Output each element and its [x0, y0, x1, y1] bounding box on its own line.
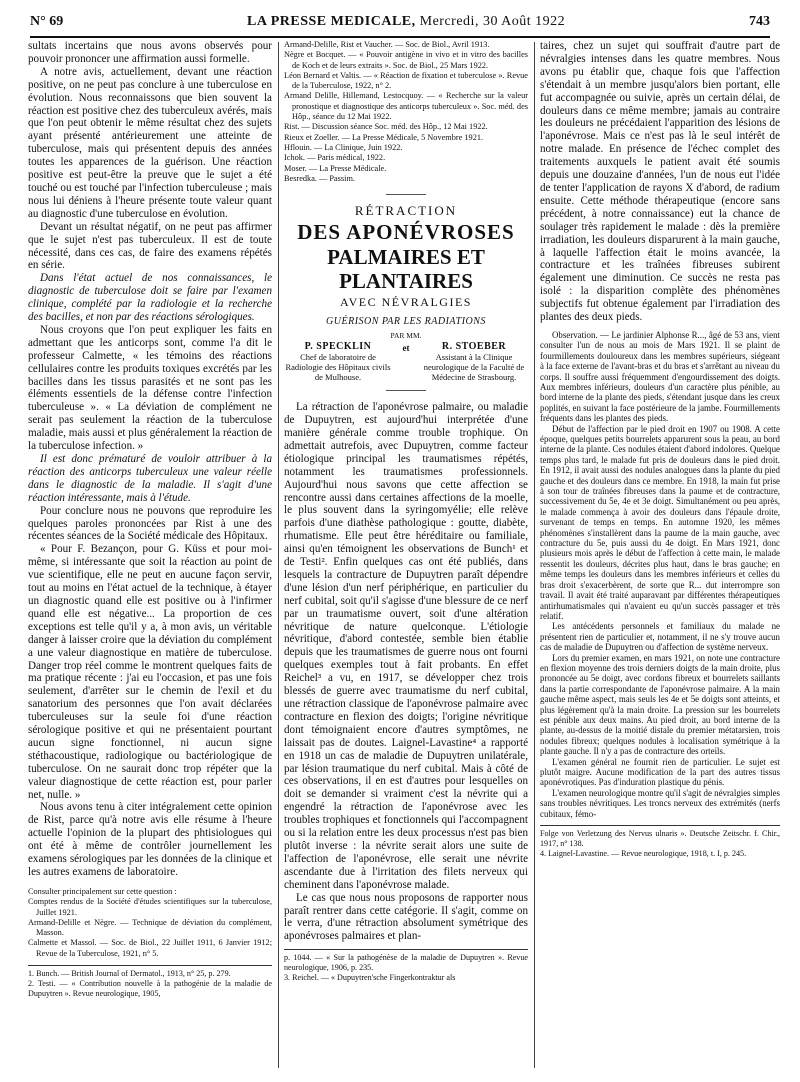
footnote: Folge von Verletzung des Nervus ulnaris ». Deutsche Zeitschr. f. Chir., 1917, n° 138. — [540, 829, 780, 849]
observation-paragraph: Les antécédents personnels et familiaux du malade ne présentent rien de particulier et, notamment, il ne s'y trouve aucun cas de maladie de Dupuytren ou d'affection de système nerveux. — [540, 621, 780, 653]
article-kicker: RÉTRACTION — [354, 203, 458, 219]
footnote: 3. Reichel. — « Dupuytren'sche Fingerkontraktur als — [284, 973, 456, 983]
journal-title-date — [247, 14, 565, 30]
column-divider — [278, 42, 279, 1068]
issue-date: Mercredi, 30 Août 1922 — [419, 14, 566, 29]
reference: Rieux et Zoeller. — La Presse Médicale, 5 Novembre 1921. — [284, 132, 484, 142]
paragraph: A notre avis, actuellement, devant une réaction positive, on ne peut pas conclure à une tuberculose en évolution. Nous reconnaissons que bien souvent la réaction est positive chez des tuberculeux avérés, mais que l'on peut obtenir le même résultat chez des sujets ayant présenté antérieurement une atteinte de tuberculose, mais qui présentent depuis des années toutes les apparences de la guérison. Une réaction positive est peut-être la preuve que le sujet a été touché ou est touché par l'infection tuberculeuse ; mais nous lui déniens à l'heure présente toute valeur quant au diagnostic d'une tuberculose en évolution. — [28, 65, 272, 220]
author-conjunction: et — [402, 343, 410, 354]
article-title-line-2: PALMAIRES ET PLANTAIRES — [327, 245, 485, 294]
reference: Comptes rendus de la Société d'études scientifiques sur la tuberculose, Juillet 1921. — [28, 897, 272, 917]
observation-paragraph: Observation. — Le jardinier Alphonse R..., âgé de 53 ans, vient consulter l'un de nous au mois de Mars 1921. Il se plaint de fourmillements douloureux dans les membres supérieurs, siégeant à la face externe de l'avant-bras et du bras et s'arrêtant au niveau du corps. Il souffre aussi fréquemment d'engourdissement des doigts. Aux membres inférieurs, douleurs d'un caractère plus pénible, au bord interne de la plante des pieds, s'étendant jusque dans les creux poplités, en suivant la face postérieure de la jambe. Fourmillements fréquents dans les plantes des pieds. — [540, 329, 780, 424]
references-heading: Consulter principalement sur cette question : — [28, 886, 177, 896]
paragraph: Pour conclure nous ne pouvons que reproduire les quelques paroles prononcées par Rist à une des récentes séances de la Société médicale des Hôpitaux. — [28, 504, 272, 543]
author-speckin — [284, 342, 392, 382]
paragraph: Nous avons tenu à citer intégralement cette opinion de Rist, parce qu'à notre avis elle résume à l'heure actuelle l'opinion de la plupart des phtisiologues qui ont été à même de contrôler journellement les examens sérologiques par les données de la clinique et les autres examens de laboratoire. — [28, 801, 272, 878]
paragraph: La rétraction de l'aponévrose palmaire, ou maladie de Dupuytren, est aujourd'hui interprétée d'une manière générale comme trouble trophique. On admettait autrefois, avec Dupuytren, comme facteur étiologique principal les traumatismes répétés, notamment les traumatismes professionnels. Aujourd'hui nous savons que cette affection se rencontre aussi dans certaines affections de la moelle, le plus souvent dans la syringomyélie; elle relève parfois d'une diathèse pathologique : goutte, diabète, rhumatisme. Elle peut être héréditaire ou familiale, ainsi qu'en témoignent les observations de Bunch¹ et de Testi². Enfin quelques cas ont été publiés, dans lesquels la contracture de Dupuytren paraît dépendre d'une lésion d'un nerf périphérique, en particulier du nerf cubital, soit qu'il s'agisse d'une blessure de ce nerf par un traumatisme ouvert, soit d'une altération névritique de nature quelconque. L'étiologie névritique, d'abord contestée, semble bien établie depuis que les traumatismes de guerre nous ont fourni quelques exemples tout à fait probants. En effet Reichel³ a vu, en 1917, se développer chez trois blessés de guerre avec traumatisme du nerf cubital, une rétraction classique de l'aponévrose palmaire avec contracture en flexion des doigts; l'origine névritique dont témoignaient encore d'autres symptômes, ne laissait pas de doutes. Laignel-Lavastine⁴ a rapporté en 1918 un cas de maladie de Dupuytren unilatérale, par lésion traumatique du nerf cubital. Mais à côté de ces observations, il en est d'autres pour lesquelles on doit se demander si vraiment c'est la névrite qui a engendré la rétraction de l'aponévrose avec les troubles trophiques et fonctionnels qui l'accompagnent ou si la relation entre les deux processus n'est pas bien plutôt inverse : la névrite serait alors une suite de l'affection de l'aponévrose, elle serait une névrite ascendante due à l'irritation des filets nerveux qui cheminent dans l'aponévrose malade. — [284, 401, 528, 891]
reference: Moser. — La Presse Médicale. — [284, 163, 387, 173]
footnotes — [284, 949, 528, 983]
author-stoeber — [420, 342, 528, 382]
paragraph: Le cas que nous nous proposons de rapporter nous paraît rentrer dans cette catégorie. Il s'agit, comme on le verra, d'une rétraction absolument symétrique des aponévroses palmaires et plan- — [284, 891, 528, 943]
column-divider — [534, 42, 535, 1068]
reference: Armand-Delille, Rist et Vaucher. — Soc. de Biol., Avril 1913. — [284, 40, 490, 49]
paragraph: taires, chez un sujet qui souffrait d'autre part de névralgies intenses dans les quatre membres. Nous avons pu établir que, chaque fois que l'affection s'étendait à un membre jusqu'alors bien portant, elle fut accompagnée ou suivie, après un certain délai, de douleurs dans ce même membre; jamais au contraire les douleurs ne précédaient l'apparition des lésions de l'aponévrose. Mais ce n'est pas là le seul intérêt de notre malade. En présence de l'échec complet des traitements auxquels le patient avait été soumis depuis une douzaine d'années, l'un de nous eut l'idée de tenter l'application de rayons X d'abord, de radium ensuite. Cette méthode thérapeutique (encore sans précédent, à notre connaissance) eut la chance de soulager très rapidement le malade : dès la première irradiation, les douleurs disparurent à la main gauche, à laquelle l'affection était le moins avancée, la contracture et les traînées fibreuses subirent également une diminution. Ce succès ne resta pas isolé : la disparition complète des phénomènes subjectifs fut obtenue également par l'irradiation des plantes des deux pieds. — [540, 40, 780, 324]
reference: Calmette et Massol. — Soc. de Biol., 22 Juillet 1911, 6 Janvier 1912; Revue de la Tuberculose, 1921, n° 5. — [28, 938, 272, 958]
paragraph: sultats incertains que nous avons observés pour pouvoir prononcer une affirmation aussi formelle. — [28, 40, 272, 65]
footnote: 1. Bunch. — British Journal of Dermatol., 1913, n° 25, p. 279. — [28, 968, 231, 978]
reference: Hflouin. — La Clinique, Juin 1922. — [284, 142, 403, 152]
divider — [386, 194, 426, 195]
reference: Ichok. — Paris médical, 1922. — [284, 153, 386, 163]
paragraph: Il est donc prématuré de vouloir attribuer à la réaction des anticorps tuberculeux une valeur réelle dans le diagnostic de la maladie. Il s'agit d'une réaction intéressante, mais à l'étude. — [28, 453, 272, 504]
reference: Besredka. — Passim. — [284, 173, 355, 183]
article-title-line-3: AVEC NÉVRALGIES — [340, 295, 472, 310]
footnote: 2. Testi. — « Contribution nouvelle à la pathogénie de la maladie de Dupuytren ». Revue neurologique, 1905, — [28, 978, 272, 998]
paragraph: Nous croyons que l'on peut expliquer les faits en admettant que les anticorps sont, comme l'a dit le professeur Calmette, « les témoins des réactions cellulaires contre les produits toxiques excrétés par les bacilles dans les tissus parasités et ne sont pas les éléments essentiels de la défense contre l'infection tuberculeuse ». « La déviation de complément ne serait pas seulement la réaction de la tuberculose maladie, mais aussi et plus généralement la réaction de la tuberculose infection. » — [28, 323, 272, 453]
reference: Léon Bernard et Valtis. — « Réaction de fixation et tuberculose ». Revue de la Tuberculose, 1922, n° 2. — [284, 70, 528, 91]
page-number: 743 — [749, 14, 770, 29]
author-affiliation: Chef de laboratoire de Radiologie des Hôpitaux civils de Mulhouse. — [285, 352, 391, 383]
column-3 — [540, 40, 780, 859]
references — [28, 887, 272, 959]
observation — [540, 330, 780, 819]
journal-title: LA PRESSE MEDICALE, — [247, 14, 416, 29]
observation-paragraph: L'examen général ne fournit rien de particulier. Le sujet est plutôt maigre. Aucune modification de la part des autres tissus aponévrotiques. Pas d'induration plastique du pénis. — [540, 756, 780, 788]
issue-number: N° 69 — [30, 14, 64, 29]
author-name: R. STOEBER — [441, 341, 507, 353]
reference: Armand Delille, Hillemand, Lestocquoy. — « Recherche sur la valeur pronostique et diagnostique des anticorps tuberculeux ». Soc. méd. des Hôp., séance du 12 Mai 1922. — [284, 91, 528, 122]
references — [284, 40, 528, 184]
author-affiliation: Assistant à la Clinique neurologique de la Faculté de Médecine de Strasbourg. — [423, 352, 525, 383]
footnotes — [28, 965, 272, 999]
footnote: p. 1044. — « Sur la pathogénèse de la maladie de Dupuytren ». Revue neurologique, 1906, p. 235. — [284, 953, 528, 973]
paragraph: Devant un résultat négatif, on ne peut pas affirmer que le sujet n'est pas tuberculeux. Il est de toute nécessité, dans ces cas, de faire des examens répétés en série. — [28, 220, 272, 272]
observation-paragraph: L'examen neurologique montre qu'il s'agit de névralgies simples sans troubles névritiques. Les troncs nerveux des extrémités (nerfs cubitaux, fémo- — [540, 787, 780, 819]
observation-paragraph: Début de l'affection par le pied droit en 1907 ou 1908. A cette époque, quelques petits bourrelets apparurent sous la peau, au bord interne de la plante. Ces nodules étaient d'abord indolores. Quelque temps plus tard, le malade fut pris de douleurs dans le pied droit. En 1912, il avait aussi des nodules analogues dans la plante du pied gauche et des douleurs dans ce membre. En 1918, la main fut prise à son tour de traînées fibreuses dans la paume et de contracture, successivement du 5e, 4e et 3e doigt. Simultanément ou peu après, le malade commença à avoir des douleurs dans l'épaule droite, survenant de temps en temps. En automne 1920, les mêmes phénomènes s'installèrent dans la paume de la main gauche, avec contracture du 5e, puis aussi du 4e doigt. En Mars 1921, donc plusieurs mois après le début de l'affection à cette main, le malade ressentit les douleurs, décrites plus haut, dans le bras gauche; en même temps les douleurs dans les membres inférieurs et celles du bras droit s'exacerbèrent, de sorte que R... dut interrompre son travail. Il avait été traité auparavant par différentes thérapeutiques antirhumatismales qui n'avaient eu qu'un succès passager et très relatif. — [540, 423, 780, 621]
column-2 — [284, 40, 528, 983]
column-1 — [28, 40, 272, 999]
quotation: « Pour F. Bezançon, pour G. Küss et pour moi-même, si intéressante que soit la réaction au point de vue scientifique, elle ne peut en aucune façon servir, tout au moins en l'état actuel de la technique, à étayer un diagnostic quand elle est positive ou à l'infirmer quand elle est négative... La proportion de ces exceptions est telle qu'il y a, à mon avis, un véritable danger à laisser croire que la déviation du complément a une valeur diagnostique en matière de tuberculose. Danger trop réel comme le montrent quelques faits de ma pratique récente : j'ai eu l'occasion, et pas une fois seulement, d'arrêter sur le chemin de l'exil et du sanatorium des personnes que l'on avait déclarées tuberculeuses sur la seule foi d'une réaction sérologique positive et qui ne présentaient pourtant aucun signe fonctionnel, ni aucun signe stéthacoustique, radiologique ou bactériologique de tuberculose. On ne saurait donc trop répéter que la valeur diagnostique de cette réaction est, pour parler net, nulle. » — [28, 543, 272, 801]
reference: Rist. — Discussion séance Soc. méd. des Hôp., 12 Mai 1922. — [284, 122, 488, 132]
by-line: PAR MM. — [390, 331, 422, 341]
article-subtitle: GUÉRISON PAR LES RADIATIONS — [326, 316, 486, 328]
paragraph: Dans l'état actuel de nos connaissances, le diagnostic de tuberculose doit se faire par l'examen clinique, complété par la radiologie et la recherche des bacilles, et non par des réactions sérologiques. — [28, 272, 272, 324]
reference: Armand-Delille et Nègre. — Technique de déviation du complément, Masson. — [28, 917, 272, 938]
observation-paragraph: Lors du premier examen, en mars 1921, on note une contracture en flexion moyenne des trois derniers doigts de la main droite, plus prononcée au 5e doigt, avec cordons fibreux et bourrelets saillants dans la partie correspondante de l'aponévrose palmaire. A la main gauche même aspect, mais seuls les 4e et 5e doigts sont atteints, et plus légèrement qu'à la main droite. La pression sur les bourrelets est pénible aux deux mains. Au pied droit, au bord interne de la plante, au-dessus de la moitié distale du premier métatarsien, trois nodules fibreux; quelques nodules à localisation symétrique à la plante gauche. Il n'y a pas de contracture des orteils. — [540, 652, 780, 757]
reference: Nègre et Bocquet. — « Pouvoir antigène in vivo et in vitro des bacilles de Koch et de leurs extraits ». Soc. de Biol., 25 Mars 1922. — [284, 50, 528, 70]
author-name: P. SPECKLIN — [304, 341, 372, 353]
footnotes — [540, 825, 780, 859]
page-header — [30, 14, 770, 38]
footnote: 4. Laignel-Lavastine. — Revue neurologique, 1918, t. I, p. 245. — [540, 849, 747, 859]
divider — [386, 390, 426, 391]
article-title-line-1: DES APONÉVROSES — [297, 220, 515, 245]
authors — [284, 342, 528, 382]
